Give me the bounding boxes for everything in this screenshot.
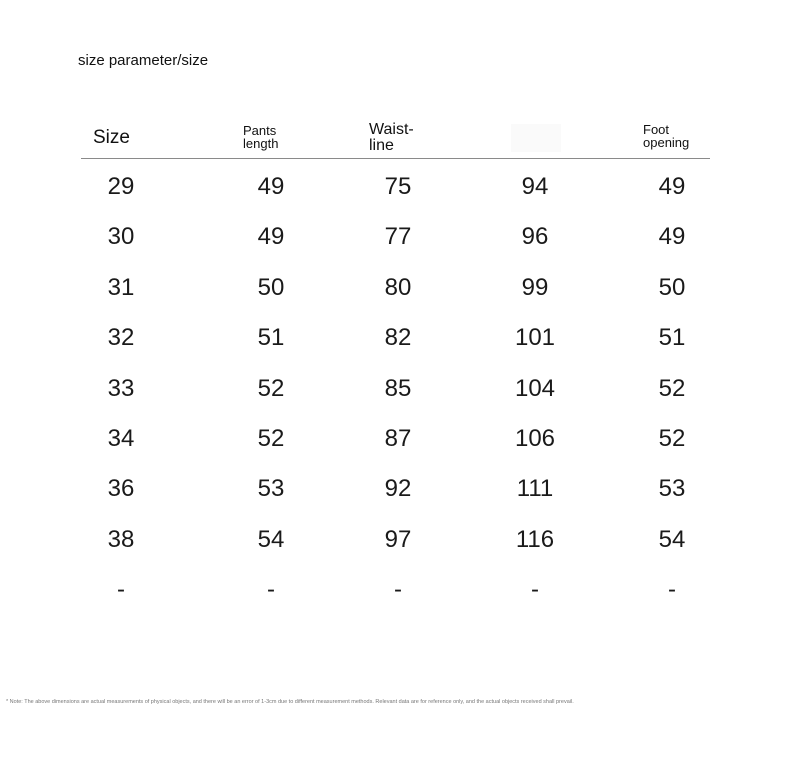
table-cell: 111 [516, 475, 554, 502]
table-cell: 77 [384, 223, 412, 250]
table-cell: 31 [107, 274, 135, 301]
table-cell: 50 [658, 274, 686, 301]
table-cell: 36 [107, 475, 135, 502]
table-cell: 52 [257, 375, 285, 402]
table-cell: - [267, 576, 275, 603]
table-cell: 33 [107, 375, 135, 402]
table-cell: 82 [384, 324, 412, 351]
table-cell: 80 [384, 274, 412, 301]
table-cell: - [531, 576, 539, 603]
table-row [0, 570, 790, 610]
table-cell: 75 [384, 173, 412, 200]
table-cell: 92 [384, 475, 412, 502]
table-cell: 94 [521, 173, 549, 200]
table-cell: 101 [514, 324, 556, 351]
table-cell: 52 [257, 425, 285, 452]
table-row [0, 419, 790, 459]
table-cell: - [394, 576, 402, 603]
header-foot-opening-line1: Foot [643, 122, 670, 137]
table-cell: 104 [514, 375, 556, 402]
header-pants-length-line1: Pants [243, 123, 277, 138]
table-cell: 51 [658, 324, 686, 351]
table-cell: 52 [658, 375, 686, 402]
table-cell: 34 [107, 425, 135, 452]
table-cell: 96 [521, 223, 549, 250]
table-cell: 53 [658, 475, 686, 502]
table-cell: 99 [521, 274, 549, 301]
table-row [0, 167, 790, 207]
header-waistline-line2: line [369, 137, 394, 154]
header-waistline-line1: Waist- [369, 121, 414, 138]
header-size: Size [93, 127, 130, 148]
table-cell: 49 [257, 223, 285, 250]
table-row [0, 369, 790, 409]
table-cell: 97 [384, 526, 412, 553]
table-row [0, 268, 790, 308]
table-cell: 106 [514, 425, 556, 452]
table-cell: 30 [107, 223, 135, 250]
table-cell: - [117, 576, 125, 603]
table-cell: 38 [107, 526, 135, 553]
header-divider [81, 158, 710, 159]
table-cell: 49 [257, 173, 285, 200]
table-cell: 53 [257, 475, 285, 502]
header-pants-length [243, 124, 278, 150]
table-row [0, 318, 790, 358]
table-cell: 49 [658, 223, 686, 250]
header-waistline [369, 122, 414, 154]
table-cell: 87 [384, 425, 412, 452]
header-pants-length-line2: length [243, 136, 279, 151]
page-title: size parameter/size [78, 52, 209, 69]
table-row [0, 520, 790, 560]
header-foot-opening [643, 123, 689, 149]
table-cell: 50 [257, 274, 285, 301]
table-cell: 54 [658, 526, 686, 553]
table-cell: - [668, 576, 676, 603]
measurement-note: * Note: The above dimensions are actual measurements of physical objects, and there will be an error of 1-3cm due to different measurement methods. Relevant data are for reference only, and the actual objects received shall prevail. [6, 699, 574, 705]
table-row [0, 469, 790, 509]
table-cell: 116 [515, 526, 555, 553]
table-cell: 49 [658, 173, 686, 200]
table-cell: 52 [658, 425, 686, 452]
table-cell: 29 [107, 173, 135, 200]
table-row [0, 217, 790, 257]
table-cell: 85 [384, 375, 412, 402]
header-hip-blank [511, 124, 561, 152]
table-cell: 54 [257, 526, 285, 553]
table-cell: 32 [107, 324, 135, 351]
table-cell: 51 [257, 324, 285, 351]
header-foot-opening-line2: opening [643, 135, 690, 150]
